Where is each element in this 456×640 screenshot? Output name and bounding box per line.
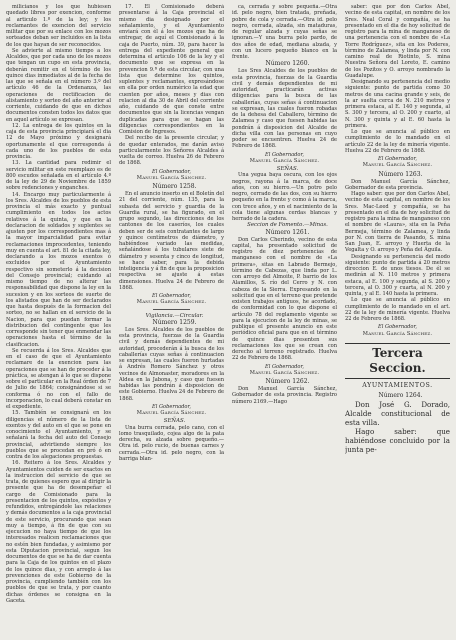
- paragraph: Los Sres Alcaldes de los pueblos de esta provincia, fuerzas de la Guardia civil y demás dependientes de mi autoridad, practicarán activas diligencias para la busca de las caballerías, cuyas señas á continuacion se expresan, las cuales fueron robadas de la dehesa del Caballero, término de Zalamea y caso que fuesen habidas las pondrán á disposicion del Alcalde de dicha villa con las personas en cuyo poder se encuentren. Huelva 24 de Febrero de 1868.: [232, 68, 337, 150]
- paragraph: En el anuncio inserto en el Boletín del 21 del corriente, núm. 135, para la subasta del servicio y guardia de la Guardia rural, se ha figurado, en el grupo segundo, las direcciones de los cantones de los caseríos, los cuales deben ser de seis contratantes de largo y quince centímetros de diámetro, y habiéndose variado las medidas, señalándose á los tubulares siete de diámetro y sesenta y cinco de longitud, se hace saber, para la debida inteligencia y á fin de que la proposicion respectiva se ajuste á estas dimensiones. Huelva 24 de Febrero de 1868.: [119, 191, 224, 291]
- signature-block: [119, 169, 224, 182]
- paragraph: Lo que se anuncia al público en cumplimiento de lo mandado en el artículo 22 de la ley de minería vigente. Huelva 22 de Febrero de 1868.: [345, 129, 450, 154]
- signature-block: [345, 324, 450, 337]
- signature-role: El Gobernador,: [152, 403, 191, 410]
- section-title: Tercera Seccion.: [345, 343, 450, 379]
- paragraph: Don Carlos Cherindo, vecino de esta capital, ha presentado solicitud de registro de diez pertenencias de manganeso con el nombre de «La primera», sitas en Labrado Bermejo, término de Cabezas, que linda por L. con arroyo del Almoite, P. barrio de los Alamillos, S. río del Cerro y N. con cabeza de la Sierra. Expresando en la solicitud que en el terreno que pretende existen trabajos antiguos, he acordado, de conformidad con lo que dispone el artículo 78 del reglamento vigente se para la ejecucion de la ley de minas, se publique el presente anuncio en este periódico oficial para que en el término de quince dias presenten sus reclamaciones los que se crean con derecho al terreno registrado. Huelva 22 de Febrero de 1868.: [232, 236, 337, 362]
- signature-name: Manuel García Sánchez.: [136, 410, 207, 416]
- paragraph-large: Hago saber: que habiéndose concluido por la junta pe-: [345, 427, 450, 454]
- notice-number: Número 1260.: [265, 60, 310, 68]
- paragraph: ca, cerrada y sobre pequeña.—Otra id. pelo negro, bien tratada, preñada, pobre de cola y cerrada.—Otra id. pelo negro, cerrada, alzada, sin mataduras, de regular alzada y cuyas señas se ignoran.—Y una burra pelo pardo, de dos años de edad, mediana alzada, y con un lucero pequeño blanco en la frente.: [232, 4, 337, 60]
- paragraph: Don Manuel García Sánchez, Gobernador de esta provincia. Registro número 2169.—Hago: [232, 386, 337, 405]
- paragraph: 15. También se consignará en los diligencias el número de la lista de exentos y del auto en el que se pone en conocimiento el Ayuntamiento, y se señalará la fecha del auto del Consejo provincial, advirtiendo siempre los pueblos que se procedan en pró ó en contra de los alegaciones propuestas.: [6, 410, 111, 460]
- paragraph: 12. La entrega de los quintos en la caja de esta provincia principiará el dia 12 de Mayo próximo y designará oportunamente el que corresponda á cada uno de los pueblos de esta provincia.: [6, 122, 111, 160]
- large-text-block: [345, 427, 450, 454]
- section-heading: SEÑAS.: [163, 418, 186, 425]
- signature-name: Manuel García Sánchez.: [362, 330, 433, 337]
- column-3: [232, 4, 337, 636]
- signature-block: [119, 293, 224, 306]
- signature-name: Manuel García Sánchez.: [136, 174, 207, 181]
- column-1: [6, 4, 111, 636]
- paragraph: Se advierte al mismo tiempo a los Alcaldes, que por cada uno de los mozos que tengan un cupo en esta provincia, deberán remitir en el término de los quince dias inmediatos al de la fecha de las que se señala en el número 3.º del artículo 46 de la Ordenanza, las operaciones de rectificacion de alistamiento y sorteo del año anterior al corriente, cuidando de que en dichos documentos consten todos los datos que en aquel artículo se expresan.: [6, 47, 111, 123]
- signature-role: El Gobernador,: [265, 151, 304, 158]
- notice-number: Número 1258.: [152, 183, 197, 190]
- paragraph: 13. La cantidad para redimir el servicio militar en este reemplazo es de 800 escudos señalada en el artículo 4.º de la ley de 29 de Noviembre de 1859 sobre redenciones y enganches.: [6, 160, 111, 192]
- column-2: [119, 4, 224, 636]
- signature-name: Manuel García Sánchez.: [249, 157, 320, 164]
- signature-block: [345, 156, 450, 169]
- paragraph: Don Manuel García Sánchez, Gobernador de esta provincia.: [345, 178, 450, 191]
- signature-block: [232, 152, 337, 165]
- large-text-block: [345, 400, 450, 427]
- paragraph: Designando su pertenencia del modo siguiente: punto de partida á 20 metros direccion E. de unos tiesos. De él se medirán al N. 110 metros y primera estaca, al E. 100 y segunda, al S. 200 y tercera, al O. 300 y cuarta, al N. 200 y quinta, y al E. 140 hasta la primera.: [345, 253, 450, 297]
- signature-role: El Gobernador,: [152, 293, 191, 299]
- paragraph-large: Don José G. Dorado, Alcalde constitucional de esta villa.: [345, 400, 450, 427]
- paragraph: Del recibo de la presente circular, y de quedar enterados, me darán aviso particularmente los Señores Alcaldes á vuelta de correo. Huelva 26 de Febrero de 1868.: [119, 135, 224, 167]
- subsection-title: AYUNTAMIENTOS.: [362, 381, 433, 389]
- paragraph: Se recuerda á los Sres. Alcaldes que en el caso de que el Ayuntamiento reclamare de la exencion para las operaciones que se han de proceder á la práctica, se atengan á lo que se dispone sobre el particular en la Real órden de 7 de Julio de 1864; consignándose si se conforma ó no con el fallo de incorporacion, lo cual deberá constar en el expediente.: [6, 347, 111, 410]
- notice-number: Número 1263.: [378, 170, 423, 178]
- signature-role: El Gobernador,: [378, 324, 417, 331]
- divider: [153, 309, 191, 310]
- signature-role: El Gobernador,: [378, 156, 417, 162]
- paragraph: Hago saber: que por don Carlos Abel, vecino de esta capital, en nombre de los Sres. Mac-Leed y compañía, se ha presentado en el dia de hoy solicitud de registro para la mina de manganeso con el nombre de «Laura», sita en la Peña Bermeja, término de Zalamea, y linda por N. con tierra de Pasando, S. mina San Juan, E. arroyo y Huerta de la Vegalta y O. arroyo y Peña del Águila.: [345, 191, 450, 254]
- paragraph: 17. El Comisionado deberá presentarse á la Caja provincial el mismo dia designado por el señalamiento, y el Ayuntamiento enviará con él á los mozos que ha de entregar, de aquí el Comisionado á la caja de Puerto, núm. 39, para hacer la entrega del expediente general que determina el artículo 106 de la ley y el documento que se expresa en la prevencion 9.ª de esta circular, con una lista que determine los quintos, suplentes y reclamantes, expresándose en ella por orden numérico la edad que cuenten por años, meses y dias con relacion al dia 30 de Abril del corriente año, cuidando de que conste entre documentos que sin la licencias vengan duplicadas para que se hagan las diligencias correspondientes en la Comision de Ingresos.: [119, 4, 224, 135]
- signature-role: El Gobernador,: [152, 168, 191, 175]
- signature-block: [119, 404, 224, 417]
- signature-block: [232, 364, 337, 377]
- signature-name: Manuel García Sánchez.: [249, 369, 320, 376]
- paragraph: Los Sres. Alcaldes de los pueblos de esta provincia, fuerzas de la Guardia civil y demás dependientes de mi autoridad, procederán á la busca de los caballerías cuyas señas á continuacion se expresan, las cuales fueron hurtadas á Andrés Romero Sánchez y otros vecinos de Almonaster, moradores en la Aldea en la Jabona, y caso que fuesen habidas las pondrán á disposicion de este Gobierno. Huelva 24 de Febrero de 1868.: [119, 326, 224, 402]
- paragraph: Designando su pertenencia del medio siguiente: punto de partida como 30 metros de una cacina grande y seis, de la ar suelta cerca de N. 210 metros y primera estaca, al E. 140 y segunda, al S. 300 y tercera, al O. 200 y cuarto, al N. 300 y quinta y al E. 60 hasta la primera.: [345, 79, 450, 129]
- paragraph: Lo que se anuncia al público en cumplimiento de lo mandado en el art. 22 de la ley de minería vigente. Huelva 22 de Febrero de 1868.: [345, 297, 450, 322]
- paragraph: Una burra cerrada, pelo cano, con el lomo trasquilado, cojea algo de la pata derecha, su alzada sobre pequeño.—Otra id. pelo rucio, de buenas carnes y cerrada.—Otra id. pelo negro, con la barriga blan-: [119, 424, 224, 462]
- notice-number: Número 1262.: [265, 378, 310, 385]
- column-4: [345, 4, 450, 636]
- paragraph: saber: que por don Carlos Abel, vecino de esta capital, en nombre de los Sres. Neal Coral y compañía, se ha presentado en el dia de hoy solicitud de registro para la mina de manganeso de una pertenencia con el nombre de «La Torre Rodríguez», sita en los Poderes, término de Zalamea, y linda por N. con camino real de Riotinto, S. mina Nuestra Señora del Loreto, E. camino de los Pozitos y O. arroyo nombrado la Guadalupe.: [345, 4, 450, 79]
- notice-number: Número 1261.: [265, 228, 310, 236]
- paragraph: 14. Encargo muy particularmente á los Sres. Alcaldes de los pueblos de esta provincia el más exacto y puntual cumplimiento en todos los actos relativos á la quinta, y que en la declaracion de soldados y suplentes se ajusten por los correspondientes mas á la mayor imparcialidad para evitar reclamaciones improcedentes, teniendo muy en cuenta el art. 81 de la citada ley, declarando a los mozos exentos ó excluidos por el Ayuntamiento respectivo sin someterlo á la decision del Consejo provincial; cuidando al mismo tiempo de no alterar las responsabilidad que dispone la ley en la sucesion y en los sorteos de suerte de los alistados que han de ser declarados que hasta después de la formacion del sorteo, no se hallan en el servicio de la Nacion, para que puedan formar la distribucion del contingente que les corresponde sin tener que enmendar las operaciones hasta el término de la clasificacion.: [6, 191, 111, 348]
- signature-name: Manuel García Sánchez.: [136, 299, 207, 306]
- section-heading: Vigilancia.—Circular.: [145, 312, 204, 319]
- signature-name: Manuel García Sánchez.: [362, 162, 433, 169]
- section-heading: SEÑAS.: [276, 166, 299, 172]
- section-heading: Seccion de Fomento.—Minas.: [247, 222, 328, 229]
- paragraph: Una yegua baya oscura, con los ojos negros, rayona á la marca, de doce años, con su hierro.—Un potro pelo negro, cerrado de las dos, con su hierro pequeño en la frente y como á la marca, con trece años, y en el nacimiento de la cola tiene algunas cerdas blancas y herrado de la cadera.: [232, 172, 337, 222]
- paragraph: milicianos y los que hubiesen quedado libres por exencion, conforme al articulo 1.º de la ley; y los reclamantes de exencion del servicio militar que por su enlace con los mozos sorteados deban ser incluidos en la lista de los que hayan de ser reconocidos.: [6, 4, 111, 48]
- signature-role: El Gobernador,: [265, 363, 304, 370]
- notice-number: Número 1259.: [152, 318, 197, 326]
- notice-number: Número 1264.: [378, 392, 423, 399]
- paragraph: 16. Reitero á los Sres. Alcaldes y Ayuntamientos cuiden de ser exactos en la instruccion del servicio de que se trata, de quienes espero que al dirigir la presente que ha de desempeñar el cargo de Comisionado para la presentacion de los quintos, expósitos y refundidos, entregándole las relaciones y demás documentos a la caja provincial de este servicio, procurando que sean muy a tiempo, á fin de que con su ejecucion no haya tiempo de que los interesados realicen reclamaciones que no estén bien fundadas, y asimismo por esta Diputacion provincial, segun los documentos de que se ha de dar cuenta para la Caja de los quintos en el plazo de los quince dias, y con arreglo á las prevenciones de este Gobierno de la provincia, cumpliendo también con los pueblos de que se trata, y por cuanto dichas órdenes se consigna en la Gaceta.: [6, 460, 111, 604]
